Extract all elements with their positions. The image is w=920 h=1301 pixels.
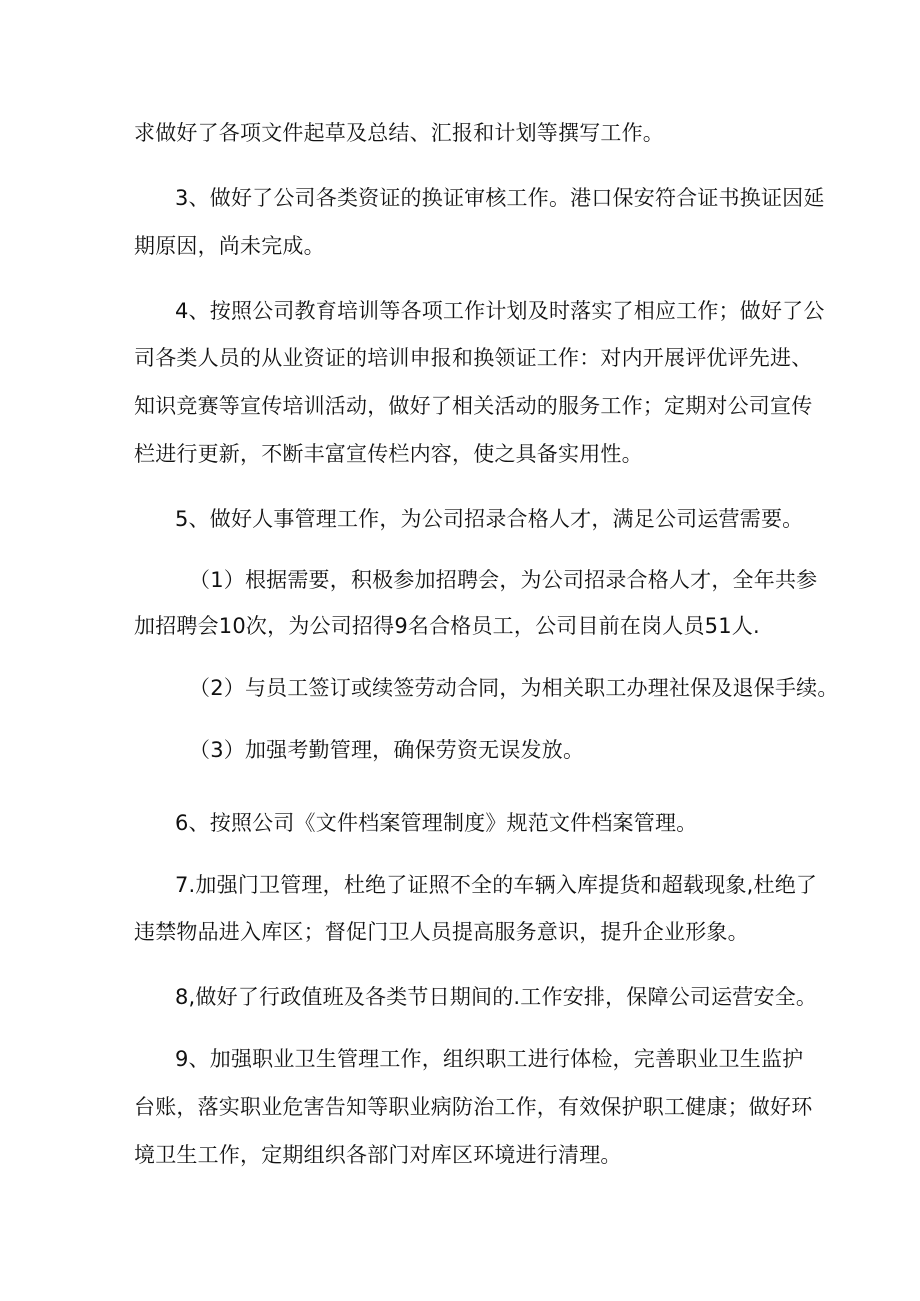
paragraph-line: 知识竞赛等宣传培训活动，做好了相关活动的服务工作；定期对公司宣传 [134, 394, 813, 418]
paragraph-line: 栏进行更新，不断丰富宣传栏内容，使之具备实用性。 [134, 442, 643, 466]
paragraph-line: 违禁物品进入库区；督促门卫人员提高服务意识，提升企业形象。 [134, 920, 749, 944]
paragraph-line: 6、按照公司《文件档案管理制度》规范文件档案管理。 [175, 811, 698, 835]
paragraph-line: 5、做好人事管理工作，为公司招录合格人才，满足公司运营需要。 [175, 507, 804, 531]
paragraph-line: 司各类人员的从业资证的培训申报和换领证工作：对内开展评优评先进、 [134, 346, 813, 370]
paragraph-line: 期原因，尚未完成。 [134, 234, 325, 258]
paragraph-line: 9、加强职业卫生管理工作，组织职工进行体检，完善职业卫生监护 [175, 1047, 804, 1071]
paragraph-line: 加招聘会10次，为公司招得9名合格员工，公司目前在岗人员51人. [134, 614, 760, 638]
paragraph-line: 台账，落实职业危害告知等职业病防治工作，有效保护职工健康；做好环 [134, 1095, 813, 1119]
paragraph-line: 8,做好了行政值班及各类节日期间的.工作安排，保障公司运营安全。 [175, 985, 818, 1009]
paragraph-line: 3、做好了公司各类资证的换证审核工作。港口保安符合证书换证因延 [175, 186, 825, 210]
paragraph-line: （2）与员工签订或续签劳动合同，为相关职工办理社保及退保手续。 [189, 676, 839, 700]
paragraph-line: （1）根据需要，积极参加招聘会，为公司招录合格人才，全年共参 [189, 568, 818, 592]
paragraph-line: 求做好了各项文件起草及总结、汇报和计划等撰写工作。 [134, 121, 664, 145]
paragraph-line: 境卫生工作，定期组织各部门对库区环境进行清理。 [134, 1143, 622, 1167]
paragraph-line: （3）加强考勤管理，确保劳资无误发放。 [189, 738, 585, 762]
paragraph-line: 4、按照公司教育培训等各项工作计划及时落实了相应工作；做好了公 [175, 299, 825, 323]
paragraph-line: 7.加强门卫管理，杜绝了证照不全的车辆入库提货和超载现象,杜绝了 [175, 873, 818, 897]
